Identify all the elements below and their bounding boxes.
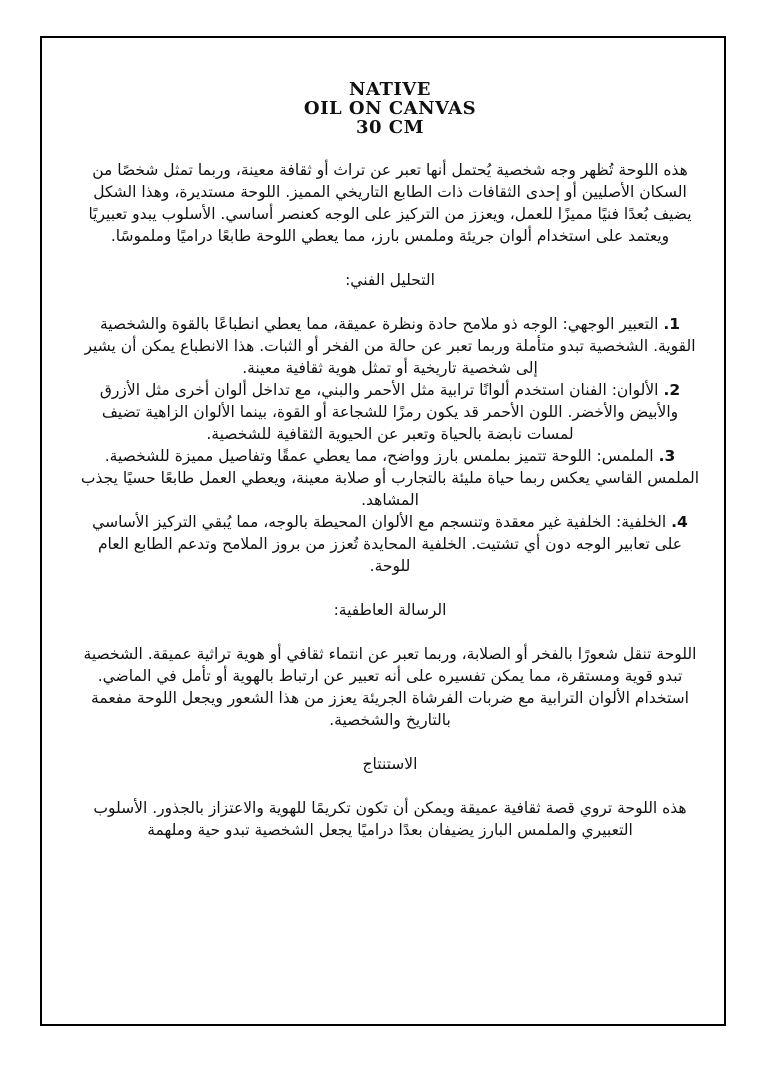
analysis-heading: التحليل الفني: [345,271,435,289]
item-number: 1. [663,315,681,333]
emotion-paragraph: اللوحة تنقل شعورًا بالفخر أو الصلابة، وربما تعبر عن انتماء ثقافي أو هوية تراثية عميقة. الشخصية تبدو قوية ومستقرة، مما يمكن تفسيره على أنه تعبير عن ارتباط بالهوية أو تأمل في الماضي. استخدام الألوان الترابية مع ضربات الفرشاة الجريئة يعزز من هذا الشعور ويجعل اللوحة مفعمة بالتاريخ والشخصية. [83,645,697,729]
conclusion-paragraph: هذه اللوحة تروي قصة ثقافية عميقة ويمكن أن تكون تكريمًا للهوية والاعتزاز بالجذور. الأسلوب التعبيري والملمس البارز يضيفان بعدًا دراميًا يجعل الشخصية تبدو حية وملهمة [93,799,687,839]
document-body [80,80,700,841]
emotion-heading: الرسالة العاطفية: [333,601,447,619]
item-number: 4. [671,513,688,531]
item-label: الألوان: [611,381,659,399]
item-text: الفنان استخدم ألوانًا ترابية مثل الأحمر والبني، مع تداخل ألوان أخرى مثل الأزرق والأبيض والأخضر. اللون الأحمر قد يكون رمزًا للشجاعة أو القوة، بينما الألوان الزاهية تضيف لمسات نابضة بالحياة وتعبر عن الحيوية الثقافية للشخصية. [99,381,679,443]
title-line-1: NATIVE [349,79,431,100]
analysis-list [80,313,700,577]
analysis-item [80,445,700,511]
analysis-item [80,313,700,379]
item-text: الخلفية غير معقدة وتنسجم مع الألوان المحيطة بالوجه، مما يُبقي التركيز الأساسي على تعابير الوجه دون أي تشتيت. الخلفية المحايدة تُعزز من بروز الملامح وتدعم الطابع العام للوحة. [92,513,683,575]
item-number: 3. [658,447,676,465]
analysis-item [80,511,700,577]
conclusion-heading: الاستنتاج [362,755,418,773]
item-label: الخلفية: [615,513,667,531]
intro-paragraph: هذه اللوحة تُظهر وجه شخصية يُحتمل أنها تعبر عن تراث أو ثقافة معينة، وربما تمثل شخصًا من السكان الأصليين أو إحدى الثقافات ذات الطابع التاريخي المميز. اللوحة مستديرة، وهذا الشكل يضيف بُعدًا فنيًا مميزًا للعمل، ويعزز من التركيز على الوجه كعنصر أساسي. الأسلوب يبدو تعبيريًا ويعتمد على استخدام ألوان جريئة وملمس بارز، مما يعطي اللوحة طابعًا دراميًا وملموسًا. [88,161,692,245]
analysis-item [80,379,700,445]
title-line-2: OIL ON CANVAS [303,98,477,119]
item-text: الوجه ذو ملامح حادة ونظرة عميقة، مما يعطي انطباعًا بالقوة والشخصية القوية. الشخصية تبدو متأملة وربما تعبر عن حالة من الفخر أو الثبات. هذا الانطباع يمكن أن يشير إلى شخصية تاريخية أو تمثل هوية ثقافية معينة. [84,315,696,377]
title-line-3: 30 CM [355,117,425,138]
item-label: الملمس: [596,447,654,465]
item-number: 2. [663,381,681,399]
item-label: التعبير الوجهي: [562,315,659,333]
item-text: اللوحة تتميز بملمس بارز وواضح، مما يعطي عمقًا وتفاصيل مميزة للشخصية. الملمس القاسي يعكس ربما حياة مليئة بالتجارب أو صلابة معينة، ويعطي العمل طابعًا حسيًا يجذب المشاهد. [80,447,700,509]
artwork-title [80,80,700,137]
